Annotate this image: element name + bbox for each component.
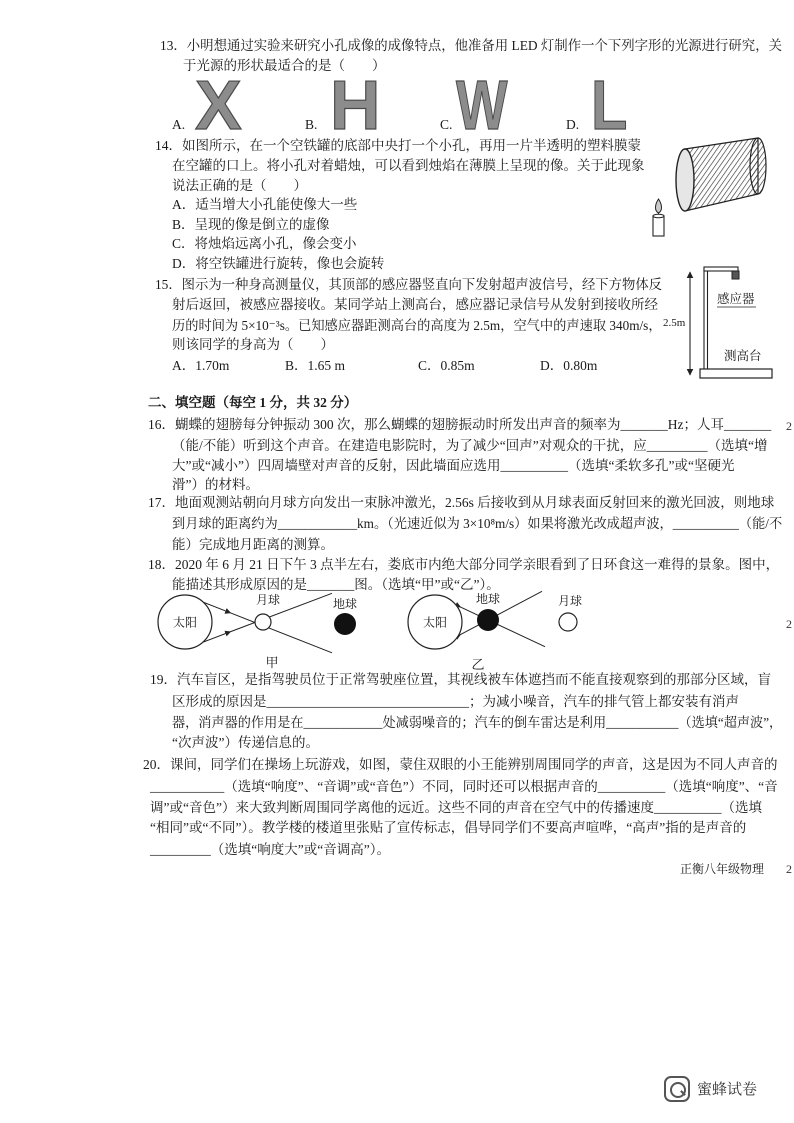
q14-option-c: C．将烛焰远离小孔，像会变小 [172, 236, 357, 251]
q20-line: “相同”或“不同”）。教学楼的楼道里张贴了宣传标志，倡导同学们不要高声喧哗，“高声”指的是声音的 [150, 820, 747, 835]
q15-stem-line: 射后返回，被感应器接收。某同学站上测高台，感应器记录信号从发射到接收所经 [172, 297, 658, 312]
measuring-platform [700, 369, 772, 378]
q14-stem-line: 14．如图所示，在一个空铁罐的底部中央打一个小孔，再用一片半透明的塑料膜蒙 [155, 138, 641, 153]
height-label: 2.5m [663, 317, 686, 329]
earth-label: 地球 [332, 597, 358, 611]
diagram-yi [408, 591, 582, 672]
q13-option-a-glyph: X [195, 66, 242, 144]
q17-line: 能）完成地月距离的测算。 [172, 537, 334, 552]
q15-stem-line: 15．图示为一种身高测量仪，其顶部的感应器竖直向下发射超声波信号，经下方物体反 [155, 277, 662, 292]
q13-option-c-label: C. [440, 117, 453, 132]
edge-mark: 2 [786, 617, 792, 631]
q16-line: 滑”）的材料。 [172, 477, 259, 492]
can-and-candle-figure [640, 133, 780, 241]
q15-option-c: C．0.85m [418, 358, 475, 373]
q13-option-b-label: B. [305, 117, 318, 132]
q19-line: “次声波”）传递信息的。 [172, 735, 319, 750]
q17-line: 到月球的距离约为____________km。（光速近似为 3×10⁸m/s）如果将激光改成超声波，__________（能/不 [172, 516, 783, 531]
q15-option-a: A．1.70m [172, 358, 230, 373]
sensor-label: 感应器 [717, 292, 755, 306]
q14-option-b: B．呈现的像是倒立的虚像 [172, 217, 330, 232]
moon-circle [559, 613, 577, 631]
sun-label: 太阳 [422, 615, 448, 630]
footer-subject: 正衡八年级物理 [680, 862, 765, 876]
footer-page-number: 2 [786, 862, 792, 876]
platform-label: 测高台 [724, 349, 762, 363]
q13-option-b-glyph: H [330, 66, 381, 144]
q13-option-d-glyph: L [591, 66, 628, 144]
q20-line: 20．课间，同学们在操场上玩游戏，如图，蒙住双眼的小王能辨别周围同学的声音，这是因为不同人声音的 [143, 757, 778, 772]
edge-mark: 2 [786, 419, 792, 433]
q20-line: 调”或“音色”）来大致判断周围同学离他的远近。这些不同的声音在空气中的传播速度__________（选填 [150, 800, 762, 815]
q18-line: 18．2020 年 6 月 21 日下午 3 点半左右，娄底市内绝大部分同学亲眼看到了日环食这一难得的景象。图中， [148, 557, 780, 572]
q13-option-d-label: D. [566, 117, 580, 132]
q13-stem-line: 于光源的形状最适合的是（ ） [183, 58, 386, 73]
q14-option-d: D．将空铁罐进行旋转，像也会旋转 [172, 256, 385, 271]
earth-circle [477, 609, 499, 631]
q13-stem-line: 13．小明想通过实验来研究小孔成像的成像特点，他准备用 LED 灯制作一个下列字形的光源进行研究，关 [160, 38, 782, 53]
watermark-logo-icon [664, 1076, 690, 1102]
q14-stem-line: 在空罐的口上。将小孔对着蜡烛，可以看到烛焰在薄膜上呈现的像。关于此现象 [172, 158, 645, 173]
section-heading: 二、填空题（每空 1 分，共 32 分） [148, 395, 358, 410]
meter-arm [704, 267, 738, 271]
earth-circle [334, 613, 356, 635]
q18-line: 能描述其形成原因的是_______图。（选填“甲”或“乙”）。 [172, 577, 500, 592]
moon-circle [255, 614, 271, 630]
q16-line: （能/不能）听到这个声音。在建造电影院时，为了减少“回声”对观众的干扰，应_________（选填“增 [172, 438, 768, 453]
earth-label: 地球 [475, 592, 501, 606]
candle [653, 199, 664, 236]
meter-pole [704, 268, 708, 372]
q19-line: 19．汽车盲区，是指驾驶员位于正常驾驶座位置，其视线被车体遮挡而不能直接观察到的那部分区域，盲 [150, 672, 771, 687]
q13-option-c-glyph: W [456, 66, 508, 144]
solar-eclipse-figure [150, 590, 610, 672]
watermark-text: 蜜蜂试卷 [697, 1082, 758, 1098]
q15-stem-line: 历的时间为 5×10⁻³s。已知感应器距测高台的高度为 2.5m，空气中的声速取 340m/s， [172, 318, 662, 333]
height-meter-figure [660, 262, 780, 386]
q20-line: ___________（选填“响度”、“音调”或“音色”）不同，同时还可以根据声音的__________（选填“响度”、“音 [150, 779, 778, 794]
q16-line: 大”或“减小”）四周墙壁对声音的反射，因此墙面应选用__________（选填“柔软多孔”或“坚硬光 [172, 458, 735, 473]
q16-line: 16．蝴蝶的翅膀每分钟振动 300 次，那么蝴蝶的翅膀振动时所发出声音的频率为_______Hz；人耳_______ [148, 417, 772, 432]
moon-label: 月球 [255, 593, 281, 607]
q13-option-a-label: A. [172, 117, 186, 132]
q14-stem-line: 说法正确的是（ ） [172, 178, 307, 193]
q14-option-a: A．适当增大小孔能使像大一些 [172, 197, 358, 212]
q19-line: 区形成的原因是______________________________；为减小噪音，汽车的排气管上都安装有消声 [172, 694, 739, 709]
q15-stem-line: 则该同学的身高为（ ） [172, 337, 334, 352]
q15-option-d: D．0.80m [540, 358, 598, 373]
diagram-jia [158, 592, 357, 670]
caption-jia: 甲 [265, 655, 279, 670]
sun-label: 太阳 [172, 615, 198, 630]
q17-line: 17．地面观测站朝向月球方向发出一束脉冲激光，2.56s 后接收到从月球表面反射回来的激光回波，则地球 [148, 495, 775, 510]
caption-yi: 乙 [471, 657, 485, 672]
tin-can [676, 138, 766, 211]
q20-line: _________（选填“响度大”或“音调高”）。 [150, 842, 390, 857]
q19-line: 器，消声器的作用是在____________处减弱噪音的；汽车的倒车雷达是利用___________（选填“超声波”， [172, 715, 783, 730]
sensor [732, 271, 739, 279]
q15-option-b: B．1.65 m [285, 358, 346, 373]
moon-label: 月球 [557, 594, 583, 608]
